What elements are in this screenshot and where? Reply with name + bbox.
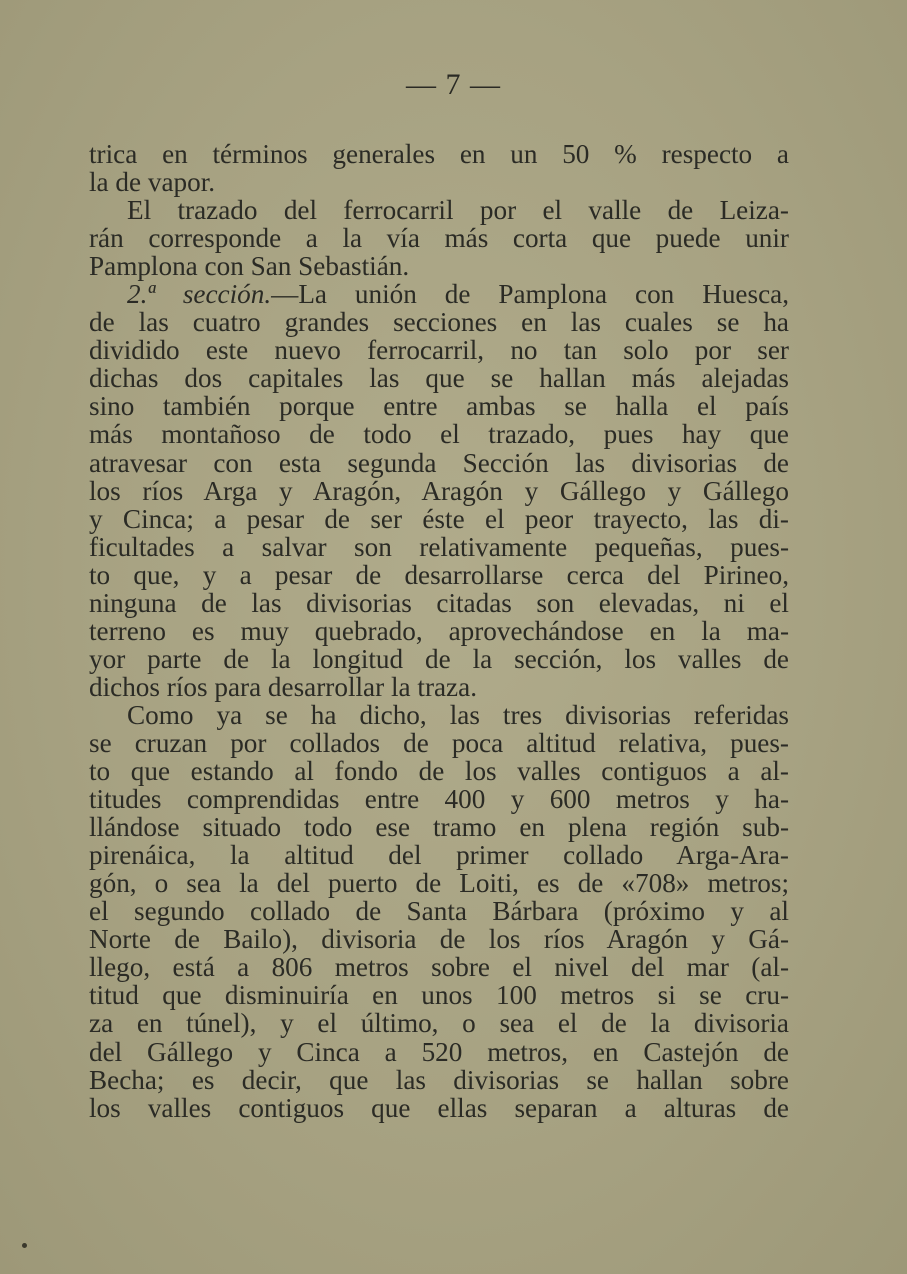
text-line (89, 196, 789, 224)
text-line (89, 1009, 789, 1037)
section-heading: 2.ª sección. (127, 279, 272, 310)
text-line (89, 1094, 789, 1122)
text-line-content: rán corresponde a la vía más corta que puede unir (89, 223, 789, 254)
text-line (89, 392, 789, 420)
text-line-content: gón, o sea la del puerto de Loiti, es de «708» metros; (89, 868, 789, 899)
text-line-content: yor parte de la longitud de la sección, los valles de (89, 643, 789, 674)
text-line (89, 336, 789, 364)
text-line (89, 364, 789, 392)
text-line (89, 252, 789, 280)
text-line (89, 280, 789, 308)
text-line-content: titudes comprendidas entre 400 y 600 metros y ha- (89, 784, 789, 815)
text-line-content: sino también porque entre ambas se halla el país (89, 391, 789, 422)
text-line (89, 561, 789, 589)
text-line-content: Como ya se ha dicho, las tres divisorias referidas (127, 699, 789, 730)
page-number: — 7 — (406, 68, 501, 101)
text-line (89, 1038, 789, 1066)
text-line (89, 701, 789, 729)
text-line-content: —La unión de Pamplona con Huesca, (271, 279, 789, 310)
text-line (89, 869, 789, 897)
text-line (89, 168, 789, 196)
text-line-content: el segundo collado de Santa Bárbara (próximo y al (89, 896, 789, 927)
text-line (89, 420, 789, 448)
text-line-content: ninguna de las divisorias citadas son elevadas, ni el (89, 587, 789, 618)
text-line-content: za en túnel), y el último, o sea el de la divisoria (89, 1008, 789, 1039)
text-line-content: ficultades a salvar son relativamente pequeñas, pues- (89, 531, 789, 562)
text-line (89, 757, 789, 785)
text-line-content: pirenáica, la altitud del primer collado Arga-Ara- (89, 840, 789, 871)
text-line-content: dichos ríos para desarrollar la traza. (89, 671, 477, 702)
text-line (89, 308, 789, 336)
text-line (89, 897, 789, 925)
text-line-content: Becha; es decir, que las divisorias se hallan sobre (89, 1064, 789, 1095)
text-line-content: llándose situado todo ese tramo en plena región sub- (89, 812, 789, 843)
text-line (89, 533, 789, 561)
text-line-content: trica en términos generales en un 50 % respecto a (89, 139, 789, 169)
text-line-content: El trazado del ferrocarril por el valle de Leiza- (127, 195, 789, 226)
text-line-content: to que, y a pesar de desarrollarse cerca del Pirineo, (89, 559, 789, 590)
text-line (89, 224, 789, 252)
text-line (89, 589, 789, 617)
text-line (89, 813, 789, 841)
text-line-content: los valles contiguos que ellas separan a alturas de (89, 1092, 789, 1123)
text-line-content: Pamplona con San Sebastián. (89, 251, 410, 282)
text-line-content: dichas dos capitales las que se hallan más alejadas (89, 363, 789, 394)
text-line-content: to que estando al fondo de los valles contiguos a al- (89, 756, 789, 787)
text-line-content: de las cuatro grandes secciones en las cuales se ha (89, 307, 789, 338)
text-line (89, 645, 789, 673)
text-line-content: terreno es muy quebrado, aprovechándose en la ma- (89, 615, 789, 646)
text-line (89, 925, 789, 953)
text-line-content: y Cinca; a pesar de ser éste el peor trayecto, las di- (89, 503, 789, 534)
ink-speck (22, 1243, 27, 1248)
text-line (89, 785, 789, 813)
text-line-content: más montañoso de todo el trazado, pues hay que (89, 419, 789, 450)
text-line (89, 1066, 789, 1094)
text-line-content: del Gállego y Cinca a 520 metros, en Castejón de (89, 1036, 789, 1067)
text-line (89, 617, 789, 645)
text-line (89, 449, 789, 477)
text-line-content: atravesar con esta segunda Sección las divisorias de (89, 447, 789, 478)
text-line (89, 841, 789, 869)
text-line (89, 981, 789, 1009)
text-line-content: titud que disminuiría en unos 100 metros si se cru- (89, 980, 789, 1011)
text-line-content: llego, está a 806 metros sobre el nivel del mar (al- (89, 952, 789, 983)
text-line-content: la de vapor. (89, 167, 216, 198)
text-line-content: se cruzan por collados de poca altitud relativa, pues- (89, 727, 789, 758)
text-line (89, 953, 789, 981)
text-line-content: dividido este nuevo ferrocarril, no tan solo por ser (89, 335, 789, 366)
text-line (89, 505, 789, 533)
text-line (89, 729, 789, 757)
text-line (89, 673, 789, 701)
text-line (89, 140, 789, 168)
text-line (89, 477, 789, 505)
text-line-content: los ríos Arga y Aragón, Aragón y Gállego y Gállego (89, 475, 789, 506)
text-line-content: Norte de Bailo), divisoria de los ríos Aragón y Gá- (89, 924, 789, 955)
body-text (89, 140, 789, 1122)
